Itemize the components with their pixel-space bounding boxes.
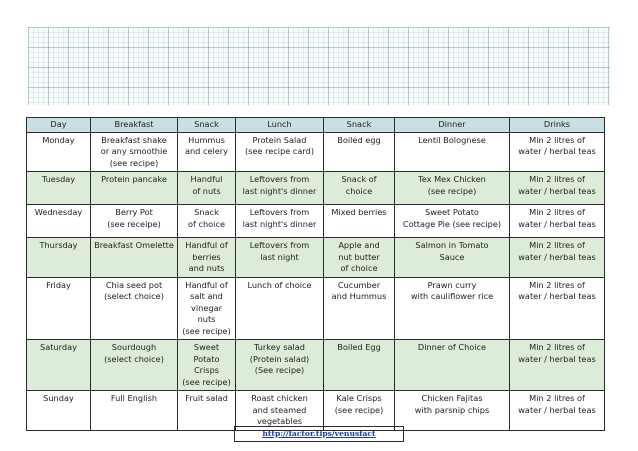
cell-text: Leftovers from last night's dinner [242, 207, 317, 229]
cell-text: Salmon in Tomato Sauce [415, 240, 489, 262]
cell-drinks [510, 277, 605, 340]
cell-text: Sunday [43, 393, 74, 403]
cell-text: Protein Salad (see recipe card) [244, 134, 315, 156]
cell-text: Prawn curry with cauliflower rice [410, 279, 494, 301]
header-lunch: Lunch [236, 118, 324, 133]
cell-day [27, 340, 91, 391]
cell-snack-morning [178, 205, 236, 238]
cell-snack-afternoon [324, 391, 395, 431]
cell-snack-afternoon [324, 238, 395, 278]
cell-snack-afternoon [324, 205, 395, 238]
cell-text: Roast chicken and steamed vegetables [251, 393, 308, 426]
cell-text: Handful of berries and nuts [185, 240, 228, 273]
header-drinks: Drinks [510, 118, 605, 133]
cell-drinks [510, 340, 605, 391]
cell-text: Boiled egg [337, 134, 381, 145]
cell-snack-afternoon [324, 172, 395, 205]
cell-text: Mixed berries [331, 207, 387, 217]
cell-text: Handful of salt and vinegar nuts (see recipe) [182, 279, 231, 336]
cell-day [27, 238, 91, 278]
header-snack-morning: Snack [178, 118, 236, 133]
table-body [27, 132, 605, 430]
cell-dinner [395, 340, 510, 391]
cell-breakfast [91, 277, 178, 340]
cell-dinner [395, 132, 510, 172]
cell-breakfast [91, 340, 178, 391]
header-day: Day [27, 118, 91, 133]
cell-text: Handful of nuts [190, 174, 223, 196]
cell-drinks [510, 238, 605, 278]
cell-text: Thursday [39, 240, 78, 250]
cell-text: Leftovers from last night's dinner [242, 174, 317, 196]
cell-dinner [395, 391, 510, 431]
cell-dinner [395, 205, 510, 238]
cell-snack-morning [178, 132, 236, 172]
cell-text: Sourdough (select choice) [104, 342, 164, 364]
cell-drinks [510, 132, 605, 172]
header-snack-afternoon: Snack [324, 118, 395, 133]
cell-snack-afternoon [324, 340, 395, 391]
table-row [27, 340, 605, 391]
cell-text: Friday [46, 279, 71, 290]
cell-dinner [395, 277, 510, 340]
cell-text: Min 2 litres of water / herbal teas [518, 134, 596, 156]
header-row [27, 118, 605, 133]
cell-day [27, 172, 91, 205]
table-row [27, 391, 605, 431]
cell-text: Min 2 litres of water / herbal teas [518, 174, 596, 196]
cell-text: Lentil Bolognese [418, 134, 486, 145]
cell-text: Breakfast Omelette [94, 240, 174, 250]
cell-breakfast [91, 132, 178, 172]
table-header [27, 118, 605, 133]
cell-day [27, 391, 91, 431]
table-row [27, 172, 605, 205]
cell-snack-morning [178, 277, 236, 340]
cell-text: Min 2 litres of water / herbal teas [518, 207, 596, 229]
cell-text: Monday [42, 134, 75, 145]
header-dinner: Dinner [395, 118, 510, 133]
cell-text: Berry Pot (see receipe) [107, 207, 161, 229]
cell-text: Boiled Egg [337, 342, 381, 352]
cell-text: Full English [110, 393, 158, 403]
cell-text: Chia seed pot (select choice) [104, 279, 164, 301]
cell-text: Tex Mex Chicken (see recipe) [418, 174, 486, 196]
cell-lunch [236, 340, 324, 391]
cell-text: Sweet Potato Cottage Pie (see recipe) [402, 207, 502, 229]
cell-breakfast [91, 205, 178, 238]
table-row [27, 277, 605, 340]
cell-text: Protein pancake [101, 174, 167, 184]
cell-lunch [236, 277, 324, 340]
cell-day [27, 205, 91, 238]
cell-text: Saturday [40, 342, 77, 352]
meal-plan-table [26, 117, 605, 431]
cell-breakfast [91, 391, 178, 431]
cell-text: Turkey salad (Protein salad) (See recipe) [249, 342, 310, 375]
cell-day [27, 277, 91, 340]
cell-text: Lunch of choice [247, 279, 312, 290]
cell-text: Min 2 litres of water / herbal teas [518, 342, 596, 364]
cell-text: Min 2 litres of water / herbal teas [518, 393, 596, 415]
cell-text: Dinner of Choice [417, 342, 487, 352]
header-breakfast: Breakfast [91, 118, 178, 133]
cell-text: Breakfast shake or any smoothie (see recipe) [100, 134, 168, 168]
cell-drinks [510, 205, 605, 238]
cell-text: Fruit salad [185, 393, 228, 403]
cell-snack-afternoon [324, 132, 395, 172]
cell-text: Chicken Fajitas with parsnip chips [414, 393, 490, 415]
cell-breakfast [91, 172, 178, 205]
cell-snack-morning [178, 340, 236, 391]
cell-snack-morning [178, 391, 236, 431]
cell-text: Wednesday [34, 207, 83, 217]
table-row [27, 205, 605, 238]
cell-lunch [236, 205, 324, 238]
cell-text: Kale Crisps (see recipe) [334, 393, 384, 415]
table-row [27, 238, 605, 278]
cell-drinks [510, 172, 605, 205]
cell-text: Snack of choice [341, 174, 377, 196]
cell-text: Snack of choice [187, 207, 225, 229]
table-row [27, 132, 605, 172]
cell-text: Hummus and celery [184, 134, 229, 156]
source-link[interactable]: http://factor.tips/venusfact [234, 426, 404, 442]
cell-text: Tuesday [41, 174, 76, 184]
cell-text: Min 2 litres of water / herbal teas [518, 279, 596, 301]
cell-breakfast [91, 238, 178, 278]
cell-lunch [236, 391, 324, 431]
cell-drinks [510, 391, 605, 431]
cell-text: Min 2 litres of water / herbal teas [518, 240, 596, 262]
cell-snack-morning [178, 172, 236, 205]
cell-text: Cucumber and Hummus [331, 279, 387, 301]
cell-snack-afternoon [324, 277, 395, 340]
cell-text: Sweet Potato Crisps (see recipe) [182, 342, 231, 387]
cell-lunch [236, 132, 324, 172]
cell-text: Apple and nut butter of choice [338, 240, 380, 273]
cell-dinner [395, 238, 510, 278]
cell-dinner [395, 172, 510, 205]
graph-paper-banner [28, 27, 610, 105]
cell-lunch [236, 238, 324, 278]
cell-text: Leftovers from last night [249, 240, 310, 262]
cell-lunch [236, 172, 324, 205]
cell-snack-morning [178, 238, 236, 278]
cell-day [27, 132, 91, 172]
